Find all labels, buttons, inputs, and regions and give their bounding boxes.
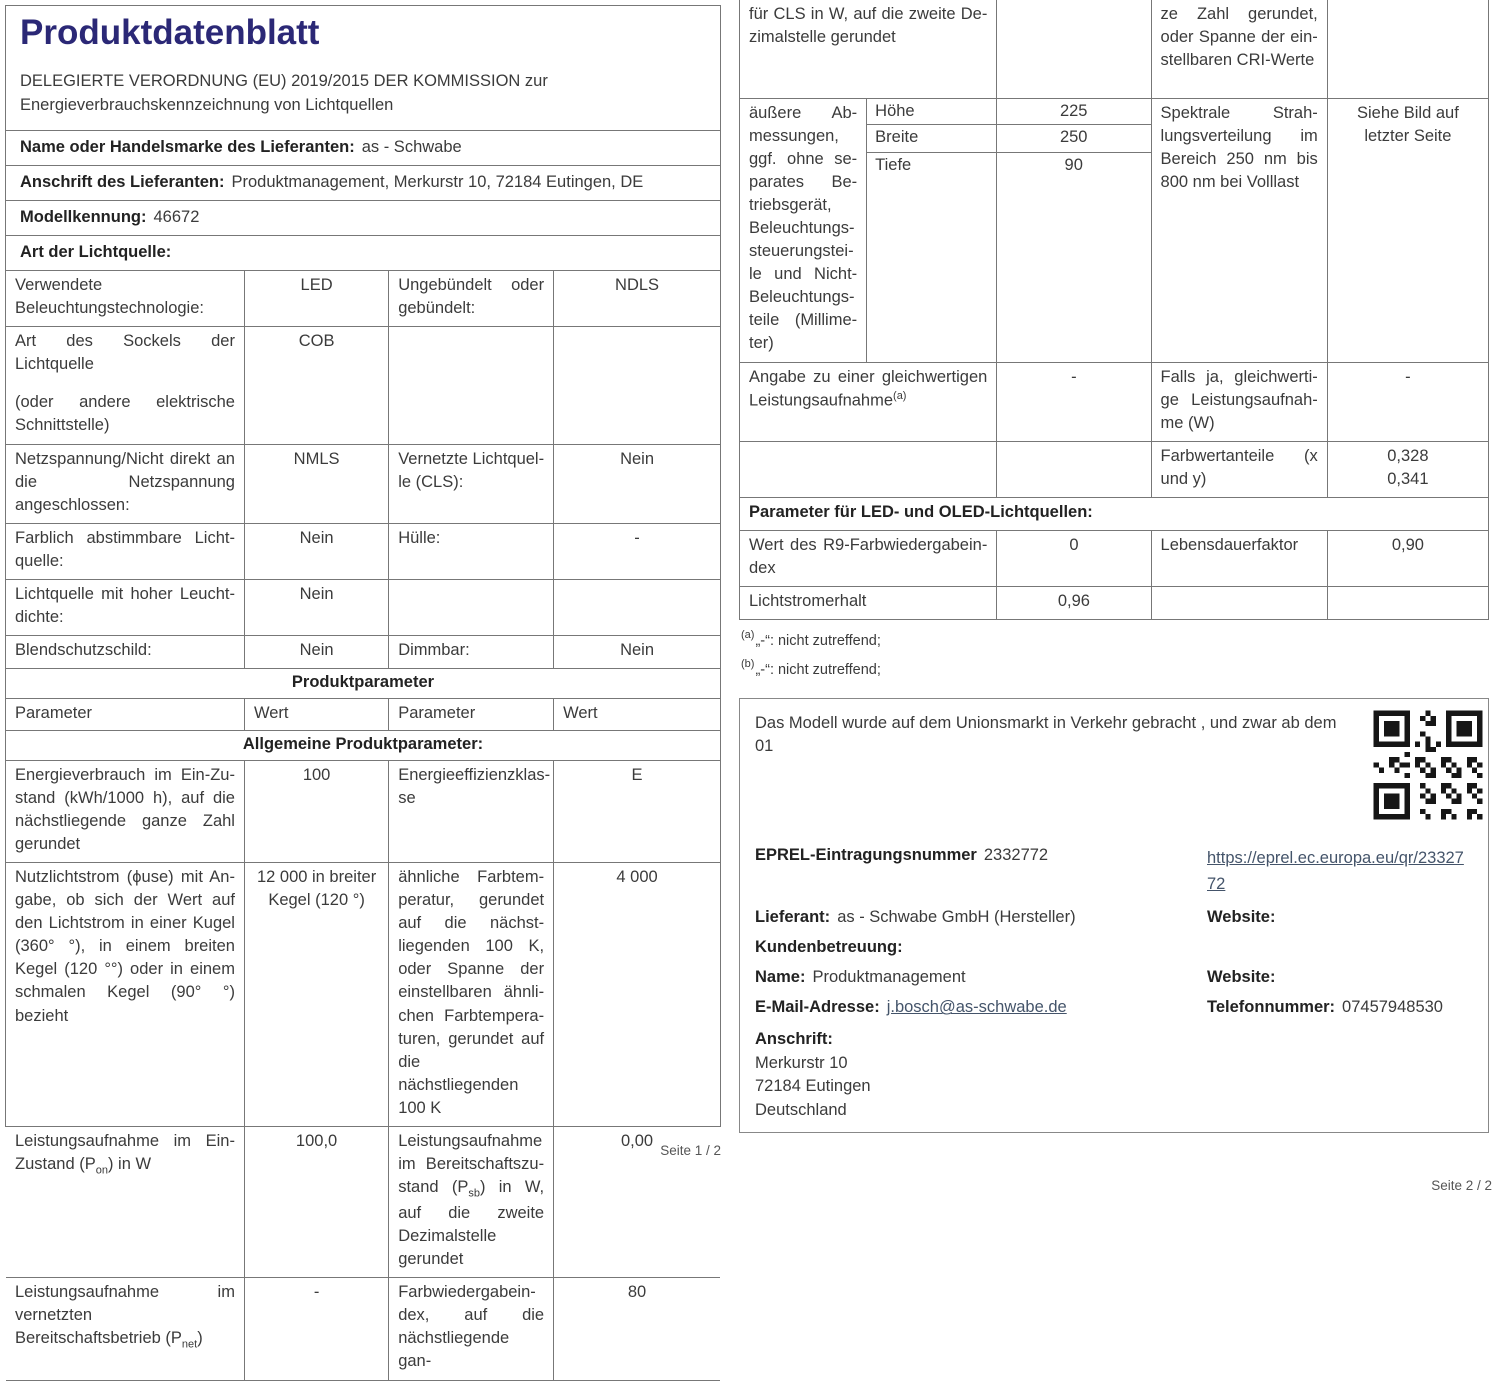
eprel-label: EPREL-Eintragungsnummer: [755, 846, 977, 865]
param-value-cell: [1327, 0, 1488, 98]
market-info-box: [739, 698, 1489, 1133]
footnote-a: $^{(a)}$„-“: nicht zutreffend;: [741, 629, 881, 650]
column-header-row: [6, 699, 720, 730]
param-value-cell: [554, 580, 720, 636]
param-value-cell: NDLS: [554, 271, 720, 327]
page-number-2: Seite 2 / 2: [1431, 1178, 1492, 1193]
website-label: Website:: [1207, 908, 1276, 927]
param-label-cell: Lichtstromerhalt: [740, 587, 997, 620]
regulation-subtitle: [20, 69, 706, 119]
page-number-1: Seite 1 / 2: [660, 1143, 721, 1158]
param-value-cell: 100: [244, 760, 388, 862]
param-label-cell: Lichtquelle mit hoher Leuchtdichte:: [6, 580, 244, 636]
param-label-cell: Verwendete Beleuchtungstechnologie:: [6, 271, 244, 327]
param-label-cell: Art des Sockels der Lichtquelle (oder andere elektrische Schnittstelle): [6, 327, 244, 444]
param-label-cell: Leistungsaufnahme im Bereitschaftszustand $(P_{sb})$ in W, auf die zweite Dezimalstelle gerundet: [389, 1127, 554, 1278]
footnotes: [741, 626, 1492, 683]
param-value-cell: Siehe Bild auf letzter Seite: [1327, 98, 1488, 362]
address-street: Merkurstr 10: [755, 1053, 848, 1072]
param-label-cell: Falls ja, gleichwertige Leistungsaufnahme (W): [1151, 362, 1327, 441]
led-oled-header: Parameter für LED- und OLED-Lichtquellen:: [740, 498, 1489, 531]
produktparameter-header: Produktparameter: [6, 669, 720, 699]
param-label-cell: Hülle:: [389, 523, 554, 579]
column-header: Wert: [244, 699, 388, 730]
param-value-cell: -: [244, 1278, 388, 1380]
dim-filler: [867, 179, 997, 362]
param-label-cell: ze Zahl gerundet, oder Spanne der einstellbaren CRI-Werte: [1151, 0, 1327, 98]
param-value-cell: [554, 327, 720, 444]
table-row: [6, 327, 720, 444]
eprel-link[interactable]: https://eprel.ec.europa.eu/qr/2332772: [1207, 849, 1464, 893]
param-label-cell: [389, 580, 554, 636]
dim-value: 250: [997, 125, 1151, 153]
param-value-cell: 4 000: [554, 862, 720, 1126]
param-value-cell: Nein: [244, 636, 388, 669]
param-value-cell: 100,0: [244, 1127, 388, 1278]
param-value-cell: 12 000 in breiter Kegel (120 °): [244, 862, 388, 1126]
param-label-cell: Wert des R9-Farbwiedergabeindex: [740, 531, 997, 587]
page1-header: [6, 6, 720, 130]
param-value-cell: 0,90: [1327, 531, 1488, 587]
email-label: E-Mail-Adresse:: [755, 998, 880, 1017]
light-source-table: [6, 270, 720, 1381]
param-value-cell: -: [554, 523, 720, 579]
light-source-type-header: Art der Lichtquelle:: [6, 235, 720, 270]
table-row: [6, 862, 720, 1126]
email-link[interactable]: j.bosch@as-schwabe.de: [886, 998, 1067, 1017]
param-label-cell: Angabe zu einer gleichwertigen Leistungsaufnahme$^{(a)}$: [740, 362, 997, 441]
website-label-2: Website:: [1207, 968, 1276, 987]
supplier-address-label: Anschrift des Lieferanten:: [20, 173, 225, 191]
param-label-cell: Lebensdauerfaktor: [1151, 531, 1327, 587]
regulation-line-2: Energieverbrauchskennzeichnung von Lichtquellen: [20, 96, 394, 115]
supplier-address-row: [6, 165, 720, 200]
address-country: Deutschland: [755, 1100, 847, 1119]
table-row: [6, 271, 720, 327]
param-label-cell: für CLS in W, auf die zweite Dezimalstelle gerundet: [740, 0, 997, 98]
contact-name-row: [755, 968, 1473, 987]
param-label-cell: Nutzlichtstrom (ϕuse) mit Angabe, ob sich der Wert auf den Lichtstrom in einer Kugel (360° °), in einem breiten Kegel (120 °°) oder in einem schmalen Kegel (90° °) bezieht: [6, 862, 244, 1126]
param-value-cell: 0,96: [997, 587, 1151, 620]
dim-value: 225: [997, 99, 1151, 125]
param-label-cell: [740, 441, 997, 497]
param-label-cell: Netzspannung/Nicht direkt an die Netzspannung angeschlossen:: [6, 444, 244, 523]
param-value-cell: [997, 441, 1151, 497]
param-label-cell: Energieverbrauch im Ein-Zustand (kWh/1000 h), auf die nächstliegende ganze Zahl gerundet: [6, 760, 244, 862]
supplier-row: [755, 908, 1473, 927]
section-header-row: [6, 669, 720, 699]
table-row: [6, 760, 720, 862]
address-block: [755, 1028, 1473, 1122]
param-value-cell: 0,00: [554, 1127, 720, 1278]
param-label-cell: ähnliche Farbtemperatur, gerundet auf die nächstliegenden 100 K, oder Spanne der einstellbaren ähnlichen Farbtemperaturen, gerundet auf die nächstliegenden 100 K: [389, 862, 554, 1126]
parameters-table-continued: [739, 0, 1489, 620]
param-value-cell: Nein: [244, 580, 388, 636]
dimensions-subtable: [867, 98, 1151, 362]
supplier-name-value: as - Schwabe: [361, 138, 462, 156]
name-value: Produktmanagement: [812, 968, 966, 987]
telefon-value: 07457948530: [1342, 998, 1443, 1017]
param-label-cell: Spektrale Strahlungsverteilung im Bereich 250 nm bis 800 nm bei Volllast: [1151, 98, 1327, 362]
telefon-label: Telefonnummer:: [1207, 998, 1336, 1017]
param-value-cell: 80: [554, 1278, 720, 1380]
param-value-cell: COB: [244, 327, 388, 444]
eprel-row: [755, 846, 1473, 897]
param-value-cell: [1327, 587, 1488, 620]
table-row: [6, 1278, 720, 1380]
param-label-cell: Energieeffizienzklasse: [389, 760, 554, 862]
param-label-cell: Farblich abstimmbare Lichtquelle:: [6, 523, 244, 579]
column-header: Parameter: [6, 699, 244, 730]
param-label-cell: Farbwiedergabeindex, auf die nächstliegende gan-: [389, 1278, 554, 1380]
param-value-cell: Nein: [244, 523, 388, 579]
param-label-cell: Leistungsaufnahme im vernetzten Bereitschaftsbetrieb $(P_{net})$: [6, 1278, 244, 1380]
table-row: [740, 587, 1489, 620]
table-row: [740, 0, 1489, 98]
email-phone-row: [755, 998, 1473, 1017]
supplier-address-value: Produktmanagement, Merkurstr 10, 72184 Eutingen, DE: [231, 173, 644, 191]
footnote-b: $^{(b)}$„-“: nicht zutreffend;: [741, 657, 881, 678]
table-row: [6, 636, 720, 669]
dimensions-row: [740, 98, 1489, 362]
name-label: Name:: [755, 968, 806, 987]
param-value-cell: NMLS: [244, 444, 388, 523]
param-label-cell: Vernetzte Lichtquelle (CLS):: [389, 444, 554, 523]
address-city: 72184 Eutingen: [755, 1077, 871, 1096]
param-label-cell: Farbwertanteile (x und y): [1151, 441, 1327, 497]
dimensions-label-cell: äußere Abmessungen, ggf. ohne separates Betriebsgerät, Beleuchtungssteuerungsteile und Nicht-Beleuchtungsteile (Millimeter): [740, 98, 867, 362]
table-row: [740, 362, 1489, 441]
table-row: [740, 441, 1489, 497]
chroma-y-value: 0,341: [1387, 469, 1429, 488]
lieferant-label: Lieferant:: [755, 908, 831, 927]
param-label-cell: [389, 327, 554, 444]
param-label-cell: Dimmbar:: [389, 636, 554, 669]
param-label-cell: Ungebündelt oder gebündelt:: [389, 271, 554, 327]
column-header: Wert: [554, 699, 720, 730]
market-intro-text: Das Modell wurde auf dem Unionsmarkt in Verkehr gebracht , und zwar ab dem 01: [755, 714, 1337, 756]
table-row: [740, 531, 1489, 587]
column-header: Parameter: [389, 699, 554, 730]
param-value-cell: -: [997, 362, 1151, 441]
anschrift-label: Anschrift:: [755, 1030, 833, 1049]
dim-value: 90: [1064, 155, 1083, 174]
param-label-cell: Leistungsaufnahme im Ein-Zustand $(P_{on})$ in W: [6, 1127, 244, 1278]
regulation-line-1: DELEGIERTE VERORDNUNG (EU) 2019/2015 DER KOMMISSION zur: [20, 71, 548, 90]
param-value-cell: [997, 0, 1151, 98]
param-value-cell: LED: [244, 271, 388, 327]
dim-name: Höhe: [867, 99, 997, 125]
param-value-cell: [1327, 441, 1488, 497]
param-value-cell: 0: [997, 531, 1151, 587]
dim-name: Tiefe: [867, 153, 997, 179]
table-row: [6, 444, 720, 523]
supplier-name-row: [6, 130, 720, 165]
section-header-row: [6, 730, 720, 760]
customer-service-row: [755, 938, 1473, 957]
page-2: [739, 0, 1492, 1133]
chroma-x-value: 0,328: [1387, 446, 1429, 465]
qr-code: [1371, 708, 1485, 822]
param-value-cell: -: [1327, 362, 1488, 441]
model-id-label: Modellkennung:: [20, 208, 147, 226]
dim-name: Breite: [867, 125, 997, 153]
param-value-cell: E: [554, 760, 720, 862]
table-row: [6, 523, 720, 579]
eprel-number: 2332772: [983, 846, 1049, 865]
param-label-cell: [1151, 587, 1327, 620]
param-label-cell: Blendschutzschild:: [6, 636, 244, 669]
model-id-row: [6, 200, 720, 235]
dim-filler: [997, 179, 1151, 362]
lieferant-value: as - Schwabe GmbH (Hersteller): [837, 908, 1076, 927]
kundenbetreuung-label: Kundenbetreuung:: [755, 938, 903, 957]
supplier-name-label: Name oder Handelsmarke des Lieferanten:: [20, 138, 355, 156]
param-value-cell: Nein: [554, 444, 720, 523]
table-row: [6, 580, 720, 636]
param-value-cell: Nein: [554, 636, 720, 669]
allgemein-header: Allgemeine Produktparameter:: [6, 730, 720, 760]
model-id-value: 46672: [153, 208, 200, 226]
page-title: Produktdatenblatt: [20, 13, 320, 52]
section-header-row: [740, 498, 1489, 531]
